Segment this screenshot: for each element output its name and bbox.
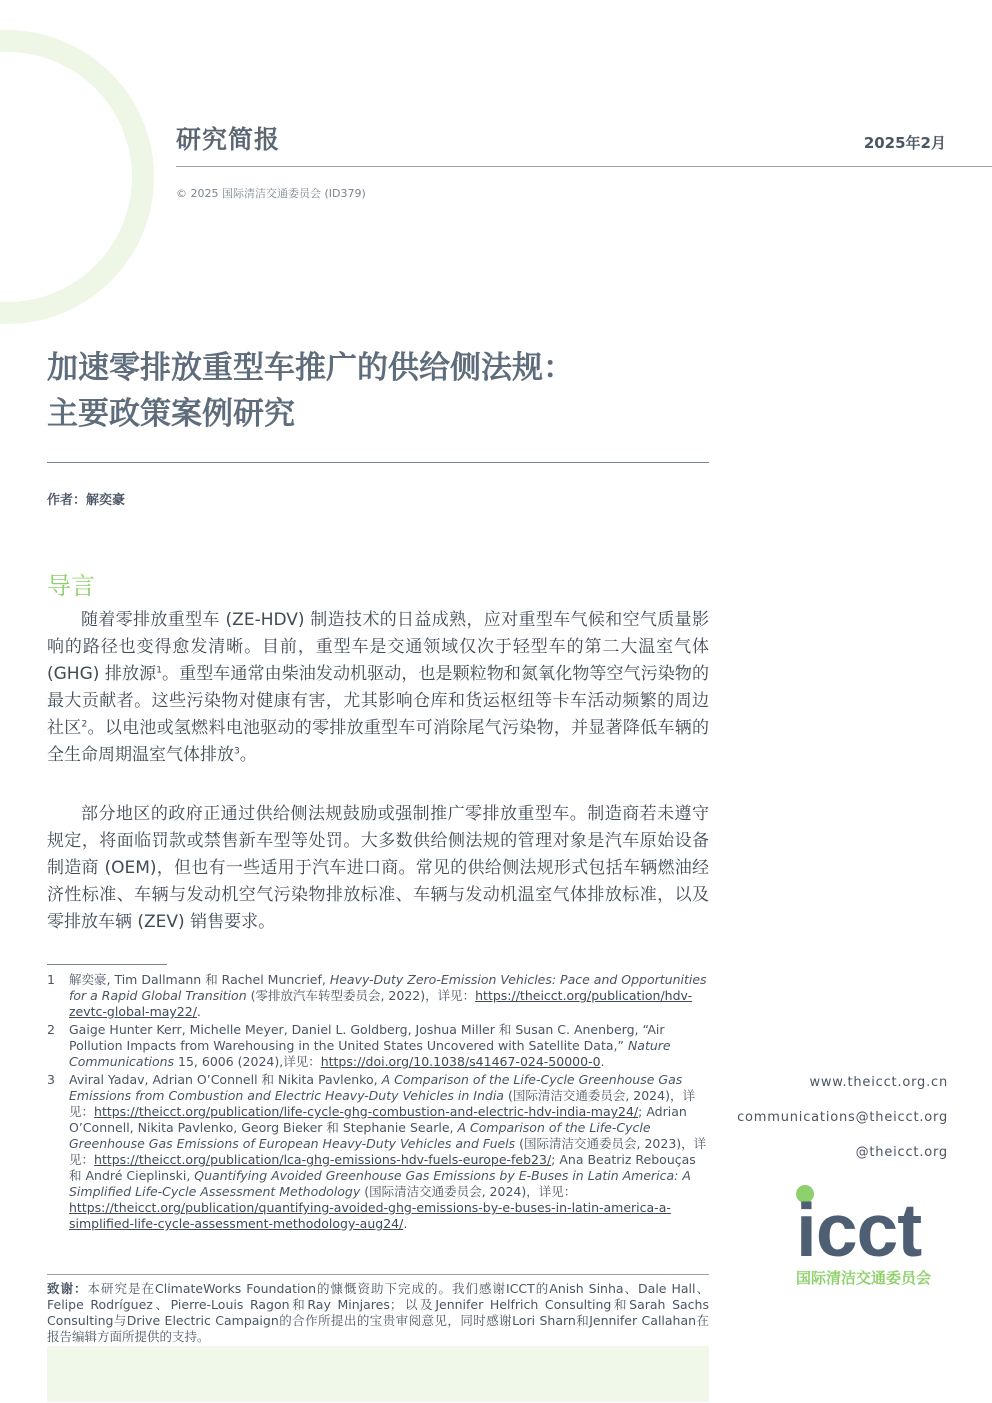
email-link[interactable]: communications@theicct.org [737,1110,948,1125]
footnotes [47,972,709,1234]
acknowledgment-text: 本研究是在ClimateWorks Foundation的慷慨资助下完成的。我们感谢ICCT的Anish Sinha、Dale Hall、Felipe Rodríguez、Pierre-Louis Ragon和Ray Minjares；以及Jennifer Helfrich Consulting和Sarah Sachs Consulting与Drive Electric Campaign的合作所提出的宝贵审阅意见，同时感谢Lori Sharn和Jennifer Callahan在报告编辑方面所提供的支持。 [47,1281,709,1344]
footnote-work-title: Nature Communications [69,1038,671,1069]
footnote-text: (国际清洁交通委员会, 2024)，详见： [69,1088,695,1119]
p1-text-a: 随着零排放重型车 (ZE-HDV) 制造技术的日益成熟，应对重型车气候和空气质量影响的路径也变得愈发清晰。目前，重型车是交通领域仅次于轻型车的第二大温室气体 (GHG) 排放源 [47,610,709,684]
footnote-body [69,1022,709,1070]
decorative-ring [0,30,154,324]
acknowledgment-label: 致谢： [47,1281,88,1296]
icct-logo [796,1185,948,1285]
footnote-work-title: Quantifying Avoided Greenhouse Gas Emissions by E-Buses in Latin America: A Simplified Life-Cycle Assessment Methodology [69,1168,691,1199]
footnote-body [69,972,709,1020]
footnote-text: . [600,1054,605,1069]
footnote-text: . [403,1216,408,1231]
footnote-item [47,1022,709,1070]
green-panel [47,1346,709,1402]
footnote-text: Aviral Yadav, Adrian O’Connell 和 Nikita Pavlenko, [69,1072,382,1087]
footnote-text: (国际清洁交通委员会, 2023)，详见： [69,1136,707,1167]
publication-date: 2025年2月 [863,134,946,152]
title-divider [47,462,709,463]
footnote-ref-3[interactable]: 3 [234,746,240,757]
footnote-work-title: A Comparison of the Life-Cycle Greenhouse Gas Emissions from Combustion and Electric Heavy-Duty Vehicles in India [69,1072,683,1103]
footnote-text: ; Adrian O’Connell, Nikita Pavlenko, Georg Bieker 和 Stephanie Searle, [69,1104,687,1135]
footnote-text: (零排放汽车转型委员会, 2022)，详见： [246,988,476,1003]
footnote-text: Gaige Hunter Kerr, Michelle Meyer, Daniel L. Goldberg, Joshua Miller 和 Susan C. Anenberg, “Air Pollution Impacts from Warehousing in the United States Uncovered with Satellite Data,” [69,1022,665,1053]
footnote-link[interactable]: https://theicct.org/publication/quantifying-avoided-ghg-emissions-by-e-buses-in-latin-america-a-simplified-life-cycle-assessment-methodology-aug24/ [69,1200,671,1231]
footnote-text: ; Ana Beatriz Rebouças 和 André Cieplinski, [69,1152,696,1183]
footnote-item [47,1072,709,1232]
footnote-number: 1 [47,972,55,987]
footnote-divider [47,964,167,965]
title-line-2: 主要政策案例研究 [47,396,295,432]
acknowledgment-divider [47,1274,709,1275]
footnote-link[interactable]: https://doi.org/10.1038/s41467-024-50000-0 [320,1054,601,1069]
footnote-ref-2[interactable]: 2 [81,719,88,730]
p1-text-c: 。以电池或氢燃料电池驱动的零排放重型车可消除尾气污染物，并显著降低车辆的全生命周期温室气体排放 [47,718,710,765]
social-handle-link[interactable]: @theicct.org [855,1145,948,1160]
intro-paragraph-1 [47,607,709,769]
footnote-ref-1[interactable]: 1 [156,665,162,676]
header-divider [176,166,992,167]
page-title [47,345,707,437]
intro-paragraph-2: 部分地区的政府正通过供给侧法规鼓励或强制推广零排放重型车。制造商若未遵守规定，将面临罚款或禁售新车型等处罚。大多数供给侧法规的管理对象是汽车原始设备制造商 (OEM)，但也有一些适用于汽车进口商。常见的供给侧法规形式包括车辆燃油经济性标准、车辆与发动机空气污染物排放标准、车辆与发动机温室气体排放标准，以及零排放车辆 (ZEV) 销售要求。 [47,804,709,932]
footnote-text: . [196,1004,201,1019]
footnote-text: 解奕豪, Tim Dallmann 和 Rachel Muncrief, [69,972,330,987]
acknowledgment [47,1281,709,1345]
footnote-work-title: A Comparison of the Life-Cycle Greenhouse Gas Emissions of European Heavy-Duty Vehicles and Fuels [69,1120,651,1151]
logo-wordmark: icct [796,1188,922,1272]
footnote-body [69,1072,709,1232]
copyright-notice: © 2025 国际清洁交通委员会 (ID379) [176,187,366,200]
title-line-1: 加速零排放重型车推广的供给侧法规： [47,350,574,386]
footnote-link[interactable]: https://theicct.org/publication/life-cycle-ghg-combustion-and-electric-hdv-india-may24/ [94,1104,639,1119]
p1-text-d: 。 [239,745,257,765]
footnote-item [47,972,709,1020]
footnote-text: (国际清洁交通委员会, 2024)，详见： [360,1184,577,1199]
document-type: 研究简报 [176,125,281,154]
logo-subtitle: 国际清洁交通委员会 [796,1269,932,1287]
p1-text-b: 。重型车通常由柴油发动机驱动，也是颗粒物和氮氧化物等空气污染物的最大贡献者。这些污染物对健康有害，尤其影响仓库和货运枢纽等卡车活动频繁的周边社区 [47,664,709,738]
author-line: 作者：解奕豪 [47,493,126,508]
footnote-number: 2 [47,1022,55,1037]
footnote-number: 3 [47,1072,55,1087]
section-heading: 导言 [47,572,95,600]
footnote-text: 15, 6006 (2024),详见： [174,1054,321,1069]
footnote-link[interactable]: https://theicct.org/publication/lca-ghg-emissions-hdv-fuels-europe-feb23/ [94,1152,552,1167]
website-link[interactable]: www.theicct.org.cn [809,1075,948,1090]
footnote-link[interactable]: https://theicct.org/publication/hdv-zevtc-global-may22/ [69,988,693,1019]
footnote-work-title: Heavy-Duty Zero-Emission Vehicles: Pace and Opportunities for a Rapid Global Transition [69,972,707,1003]
